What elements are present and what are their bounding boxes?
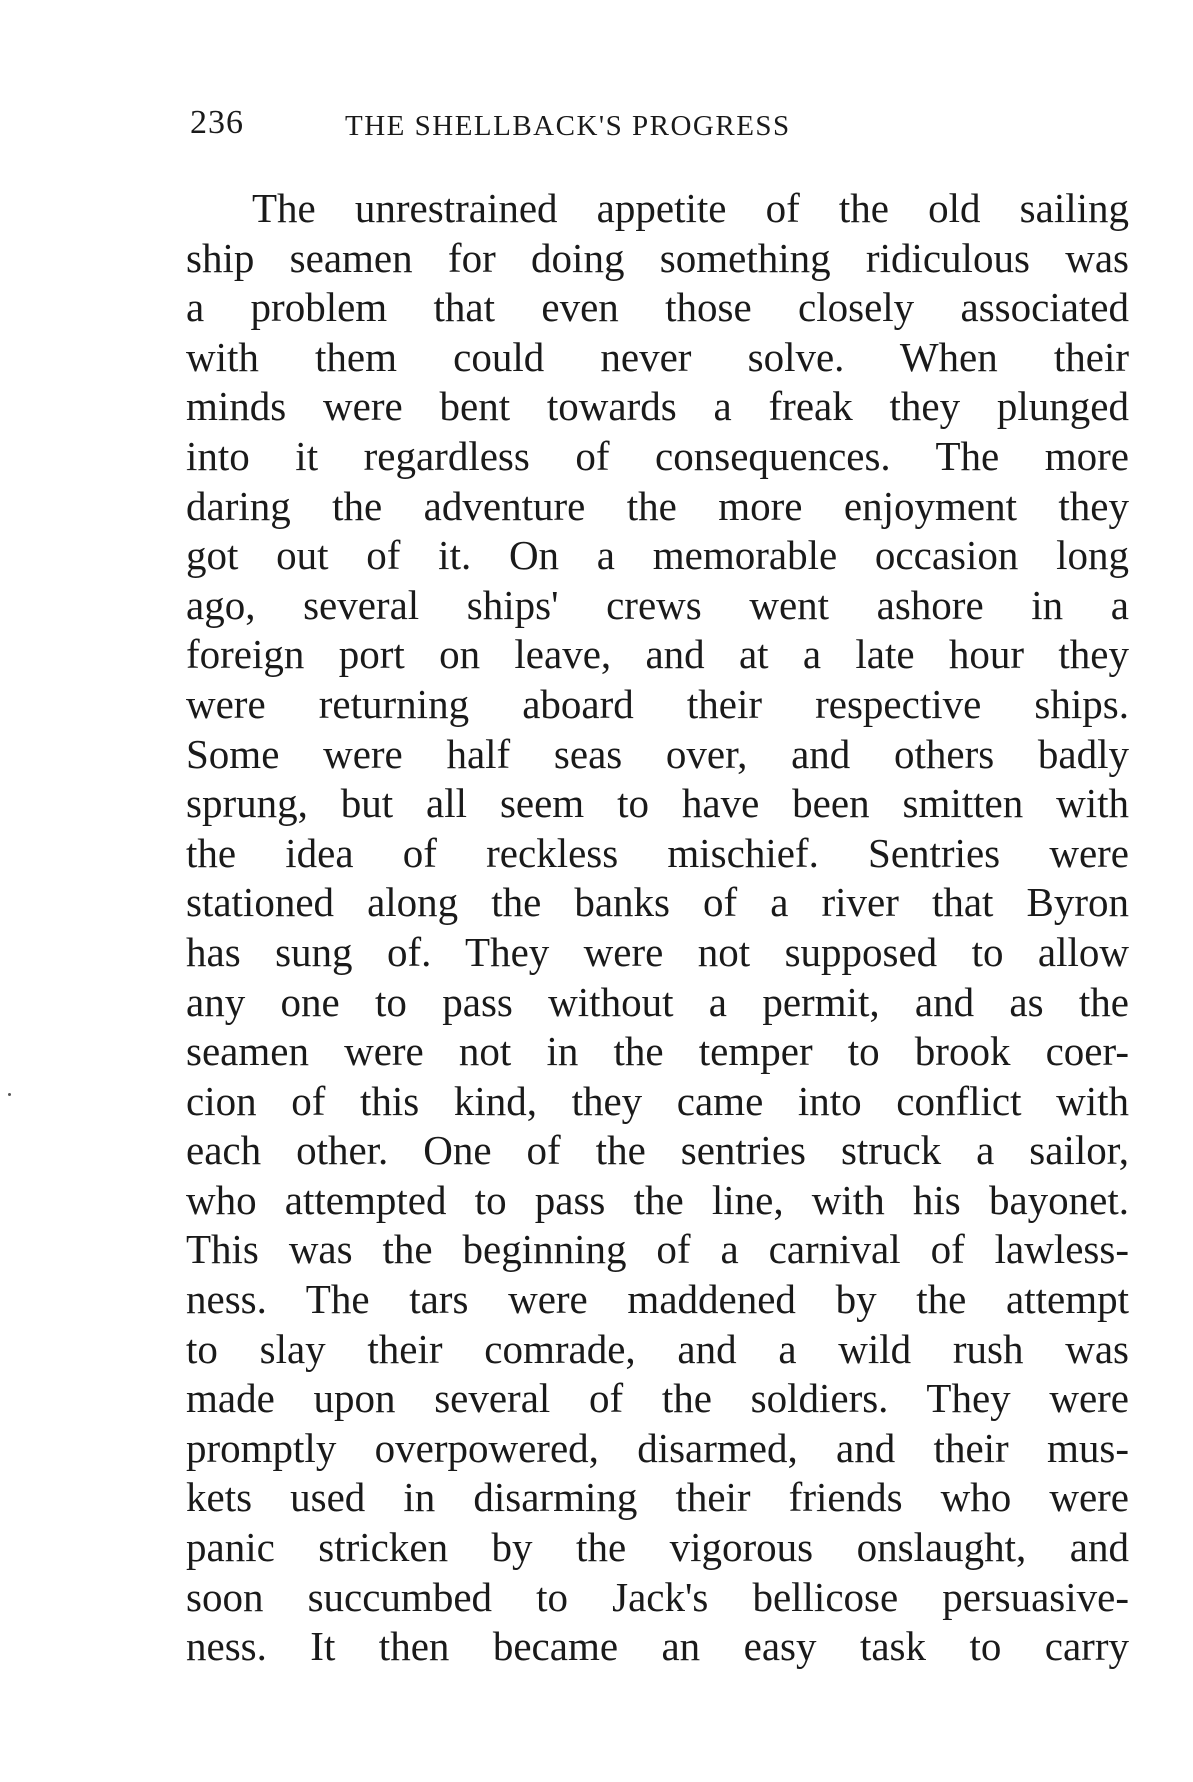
text-line: a problem that even those closely associated [186, 284, 1129, 331]
text-line: each other. One of the sentries struck a sailor, [186, 1127, 1129, 1174]
text-line: soon succumbed to Jack's bellicose persuasive- [186, 1573, 1129, 1620]
text-line: promptly overpowered, disarmed, and their mus- [186, 1424, 1129, 1471]
text-line: any one to pass without a permit, and as the [186, 978, 1129, 1025]
body-text [186, 184, 1129, 1672]
text-line: panic stricken by the vigorous onslaught, and [186, 1524, 1129, 1571]
text-line: the idea of reckless mischief. Sentries were [186, 829, 1129, 876]
text-line: ness. It then became an easy task to carry [186, 1623, 1129, 1670]
text-line: ago, several ships' crews went ashore in a [186, 581, 1129, 628]
text-line: made upon several of the soldiers. They were [186, 1375, 1129, 1422]
text-line: minds were bent towards a freak they plunged [186, 383, 1129, 430]
text-line: The unrestrained appetite of the old sailing [252, 185, 1129, 231]
text-line: to slay their comrade, and a wild rush was [186, 1325, 1129, 1372]
text-line: This was the beginning of a carnival of lawless- [186, 1226, 1129, 1273]
text-line: Some were half seas over, and others badly [186, 730, 1129, 777]
text-line: seamen were not in the temper to brook coer- [186, 1028, 1129, 1075]
text-line: kets used in disarming their friends who were [186, 1474, 1129, 1521]
text-line: ness. The tars were maddened by the attempt [186, 1276, 1129, 1323]
text-line: foreign port on leave, and at a late hour they [186, 631, 1129, 678]
text-line: cion of this kind, they came into conflict with [186, 1077, 1129, 1124]
text-line: who attempted to pass the line, with his bayonet. [186, 1176, 1129, 1223]
paper-speck [8, 1093, 11, 1096]
text-line: were returning aboard their respective ships. [186, 680, 1129, 727]
running-head [190, 104, 1125, 154]
text-line: got out of it. On a memorable occasion long [186, 532, 1129, 579]
text-line: has sung of. They were not supposed to allow [186, 928, 1129, 975]
text-line: with them could never solve. When their [186, 333, 1129, 380]
text-line: daring the adventure the more enjoyment they [186, 482, 1129, 529]
text-line: sprung, but all seem to have been smitten with [186, 780, 1129, 827]
text-line: ship seamen for doing something ridiculous was [186, 234, 1129, 281]
running-title: THE SHELLBACK'S PROGRESS [345, 110, 791, 142]
text-line: into it regardless of consequences. The more [186, 432, 1129, 479]
text-line: stationed along the banks of a river that Byron [186, 879, 1129, 926]
page-number: 236 [190, 104, 244, 141]
